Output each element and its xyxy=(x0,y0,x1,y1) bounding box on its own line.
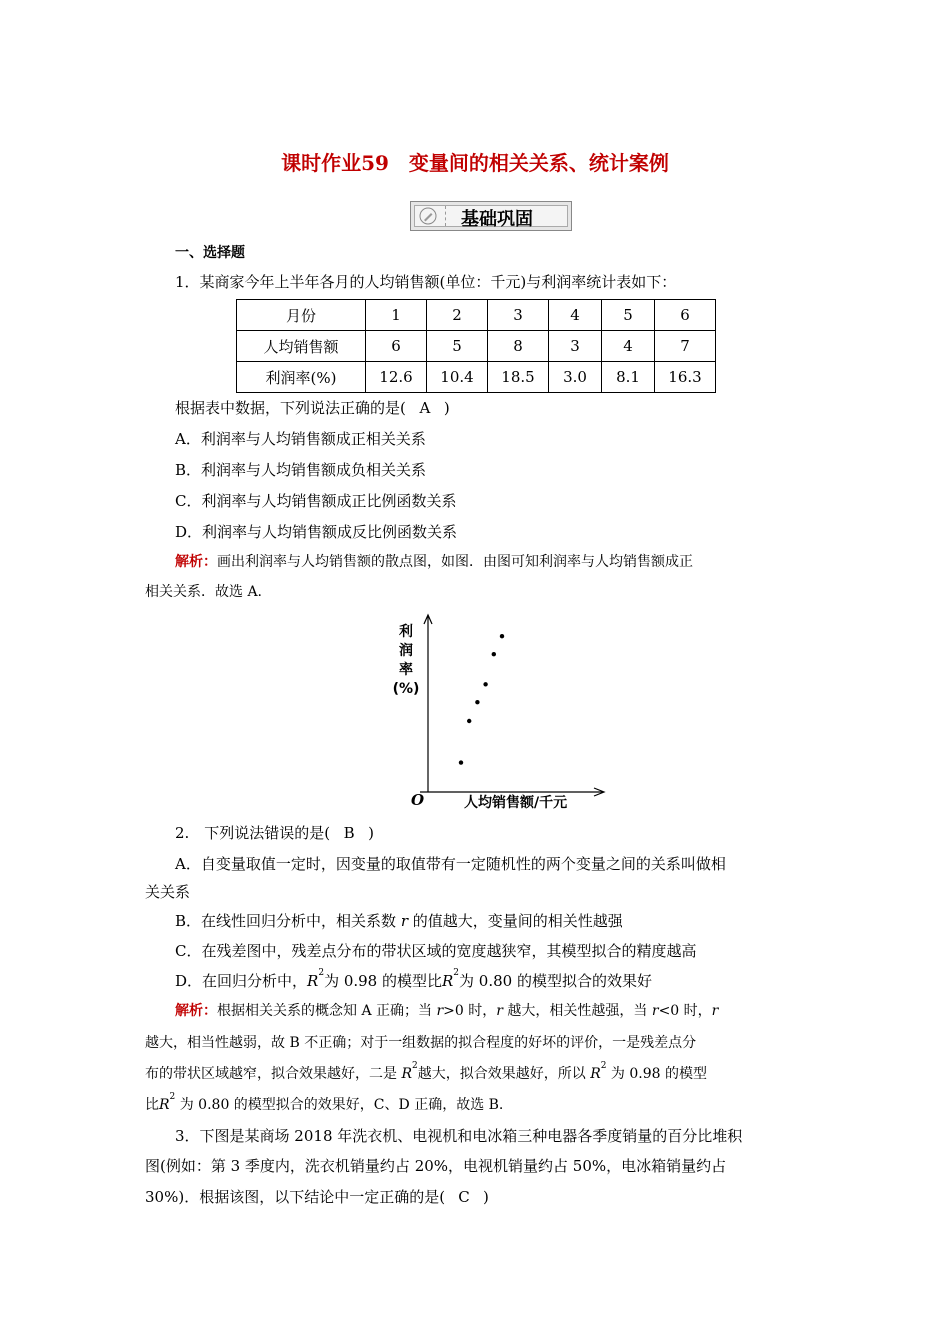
superscript: 2 xyxy=(169,1092,176,1102)
y-label-line: 润 xyxy=(399,643,413,659)
badge-label: 基础巩固 xyxy=(461,209,533,230)
text: 的值越大，变量间的相关性越强 xyxy=(412,912,623,930)
q3-line1: 3．下图是某商场 2018 年洗衣机、电视机和电冰箱三种电器各季度销量的百分比堆积 xyxy=(175,1127,743,1145)
q3-line3 xyxy=(145,1186,489,1207)
text: D．在回归分析中， xyxy=(175,972,308,990)
table-row xyxy=(237,300,716,331)
table-cell: 6 xyxy=(655,300,716,331)
table-cell: 7 xyxy=(655,331,716,362)
q1-ask-close: ) xyxy=(443,399,450,417)
table-cell: 3 xyxy=(488,300,549,331)
q1-option-b: B．利润率与人均销售额成负相关关系 xyxy=(175,461,427,479)
scatter-points xyxy=(459,634,504,765)
var-r: r xyxy=(436,1003,444,1019)
text: 越大，拟合效果越好，所以 xyxy=(417,1066,586,1082)
y-label-line: 率 xyxy=(399,662,413,678)
q2-analysis-line2: 越大，相当性越弱，故 B 不正确；对于一组数据的拟合程度的好坏的评价，一是残差点分 xyxy=(145,1035,697,1051)
origin-label: O xyxy=(411,791,425,809)
var-R: R xyxy=(401,1066,412,1082)
q2-analysis-line4 xyxy=(145,1094,503,1114)
table-cell: 16.3 xyxy=(655,362,716,393)
table-cell: 4 xyxy=(602,331,655,362)
q1-analysis-line1 xyxy=(175,551,693,571)
table-cell: 人均销售额 xyxy=(237,331,366,362)
text: 布的带状区域越窄，拟合效果越好，二是 xyxy=(145,1066,397,1082)
var-R: R xyxy=(442,972,454,990)
table-cell: 5 xyxy=(427,331,488,362)
scatter-point xyxy=(492,652,496,656)
q2-option-a: A．自变量取值一定时，因变量的取值带有一定随机性的两个变量之间的关系叫做相 xyxy=(175,855,726,873)
q1-answer: A xyxy=(419,399,431,417)
scatter-point xyxy=(459,760,463,764)
q2-analysis-line3 xyxy=(145,1063,707,1083)
q2-option-b xyxy=(175,910,623,931)
q1-ask xyxy=(175,397,450,418)
scatter-chart xyxy=(388,612,608,817)
var-r: r xyxy=(400,912,408,930)
table-cell: 2 xyxy=(427,300,488,331)
var-R: R xyxy=(590,1066,601,1082)
scatter-point xyxy=(500,634,504,638)
q2-option-a-cont: 关关系 xyxy=(145,883,191,901)
q3-text: 30%)．根据该图，以下结论中一定正确的是( xyxy=(145,1188,446,1206)
q2-stem-close: ) xyxy=(368,824,375,842)
text: 为 0.80 的模型拟合的效果好 xyxy=(459,972,652,990)
table-cell: 1 xyxy=(366,300,427,331)
superscript: 2 xyxy=(453,968,460,978)
scatter-point xyxy=(467,719,471,723)
y-label-line: (%) xyxy=(392,681,420,697)
table-row xyxy=(237,331,716,362)
q1-table xyxy=(236,299,716,393)
q2-answer: B xyxy=(343,824,355,842)
superscript: 2 xyxy=(412,1061,418,1071)
text: 为 0.98 的模型 xyxy=(610,1066,707,1082)
q3-answer: C xyxy=(458,1188,470,1206)
var-r: r xyxy=(651,1003,659,1019)
table-cell: 6 xyxy=(366,331,427,362)
table-cell: 10.4 xyxy=(427,362,488,393)
text: <0 时， xyxy=(658,1003,712,1019)
table-row xyxy=(237,362,716,393)
q2-option-d xyxy=(175,970,652,991)
section-heading: 一、选择题 xyxy=(175,245,245,261)
var-r: r xyxy=(496,1003,503,1019)
q1-ask-text: 根据表中数据，下列说法正确的是( xyxy=(175,399,406,417)
var-R: R xyxy=(159,1097,170,1113)
table-cell: 18.5 xyxy=(488,362,549,393)
table-cell: 8 xyxy=(488,331,549,362)
table-cell: 3.0 xyxy=(549,362,602,393)
page-title: 课时作业59 变量间的相关关系、统计案例 xyxy=(281,151,669,175)
text: 根据相关关系的概念知 A 正确；当 xyxy=(217,1003,433,1019)
q1-option-c: C．利润率与人均销售额成正比例函数关系 xyxy=(175,492,457,510)
var-R: R xyxy=(307,972,319,990)
superscript: 2 xyxy=(318,968,325,978)
var-r: r xyxy=(711,1003,719,1019)
text: 为 0.80 的模型拟合的效果好，C、D 正确，故选 B. xyxy=(179,1097,504,1113)
q1-analysis-line2: 相关关系．故选 A. xyxy=(145,584,263,600)
superscript: 2 xyxy=(600,1061,607,1071)
q1-stem: 1．某商家今年上半年各月的人均销售额(单位：千元)与利润率统计表如下： xyxy=(175,273,677,291)
q3-line2: 图(例如：第 3 季度内，洗衣机销量约占 20%，电视机销量约占 50%，电冰箱销量约占 xyxy=(145,1157,727,1175)
x-axis-label: 人均销售额/千元 xyxy=(464,795,568,811)
q2-stem xyxy=(175,822,374,843)
q2-stem-text: 2. 下列说法错误的是( xyxy=(175,824,331,842)
scatter-point xyxy=(475,700,479,704)
q1-option-a: A．利润率与人均销售额成正相关关系 xyxy=(175,430,426,448)
table-cell: 8.1 xyxy=(602,362,655,393)
table-cell: 12.6 xyxy=(366,362,427,393)
text: 比 xyxy=(145,1097,159,1113)
scatter-point xyxy=(483,682,487,686)
text: >0 时， xyxy=(443,1003,497,1019)
section-badge xyxy=(410,201,572,231)
text: B．在线性回归分析中，相关系数 xyxy=(175,912,397,930)
table-cell: 3 xyxy=(549,331,602,362)
table-cell: 4 xyxy=(549,300,602,331)
analysis-label: 解析： xyxy=(175,1003,217,1019)
table-cell: 5 xyxy=(602,300,655,331)
q2-analysis-line1 xyxy=(175,1000,718,1020)
y-label-line: 利 xyxy=(399,624,413,640)
q1-option-d: D．利润率与人均销售额成反比例函数关系 xyxy=(175,523,458,541)
text: 越大，相关性越强，当 xyxy=(507,1003,648,1019)
text: 为 0.98 的模型比 xyxy=(324,972,442,990)
analysis-label: 解析： xyxy=(175,554,217,570)
table-cell: 月份 xyxy=(237,300,366,331)
q2-option-c: C．在残差图中，残差点分布的带状区域的宽度越狭窄，其模型拟合的精度越高 xyxy=(175,942,697,960)
q3-close: ) xyxy=(483,1188,489,1206)
analysis-text: 画出利润率与人均销售额的散点图，如图．由图可知利润率与人均销售额成正 xyxy=(217,554,693,570)
table-cell: 利润率(%) xyxy=(237,362,366,393)
pencil-icon xyxy=(419,207,437,225)
